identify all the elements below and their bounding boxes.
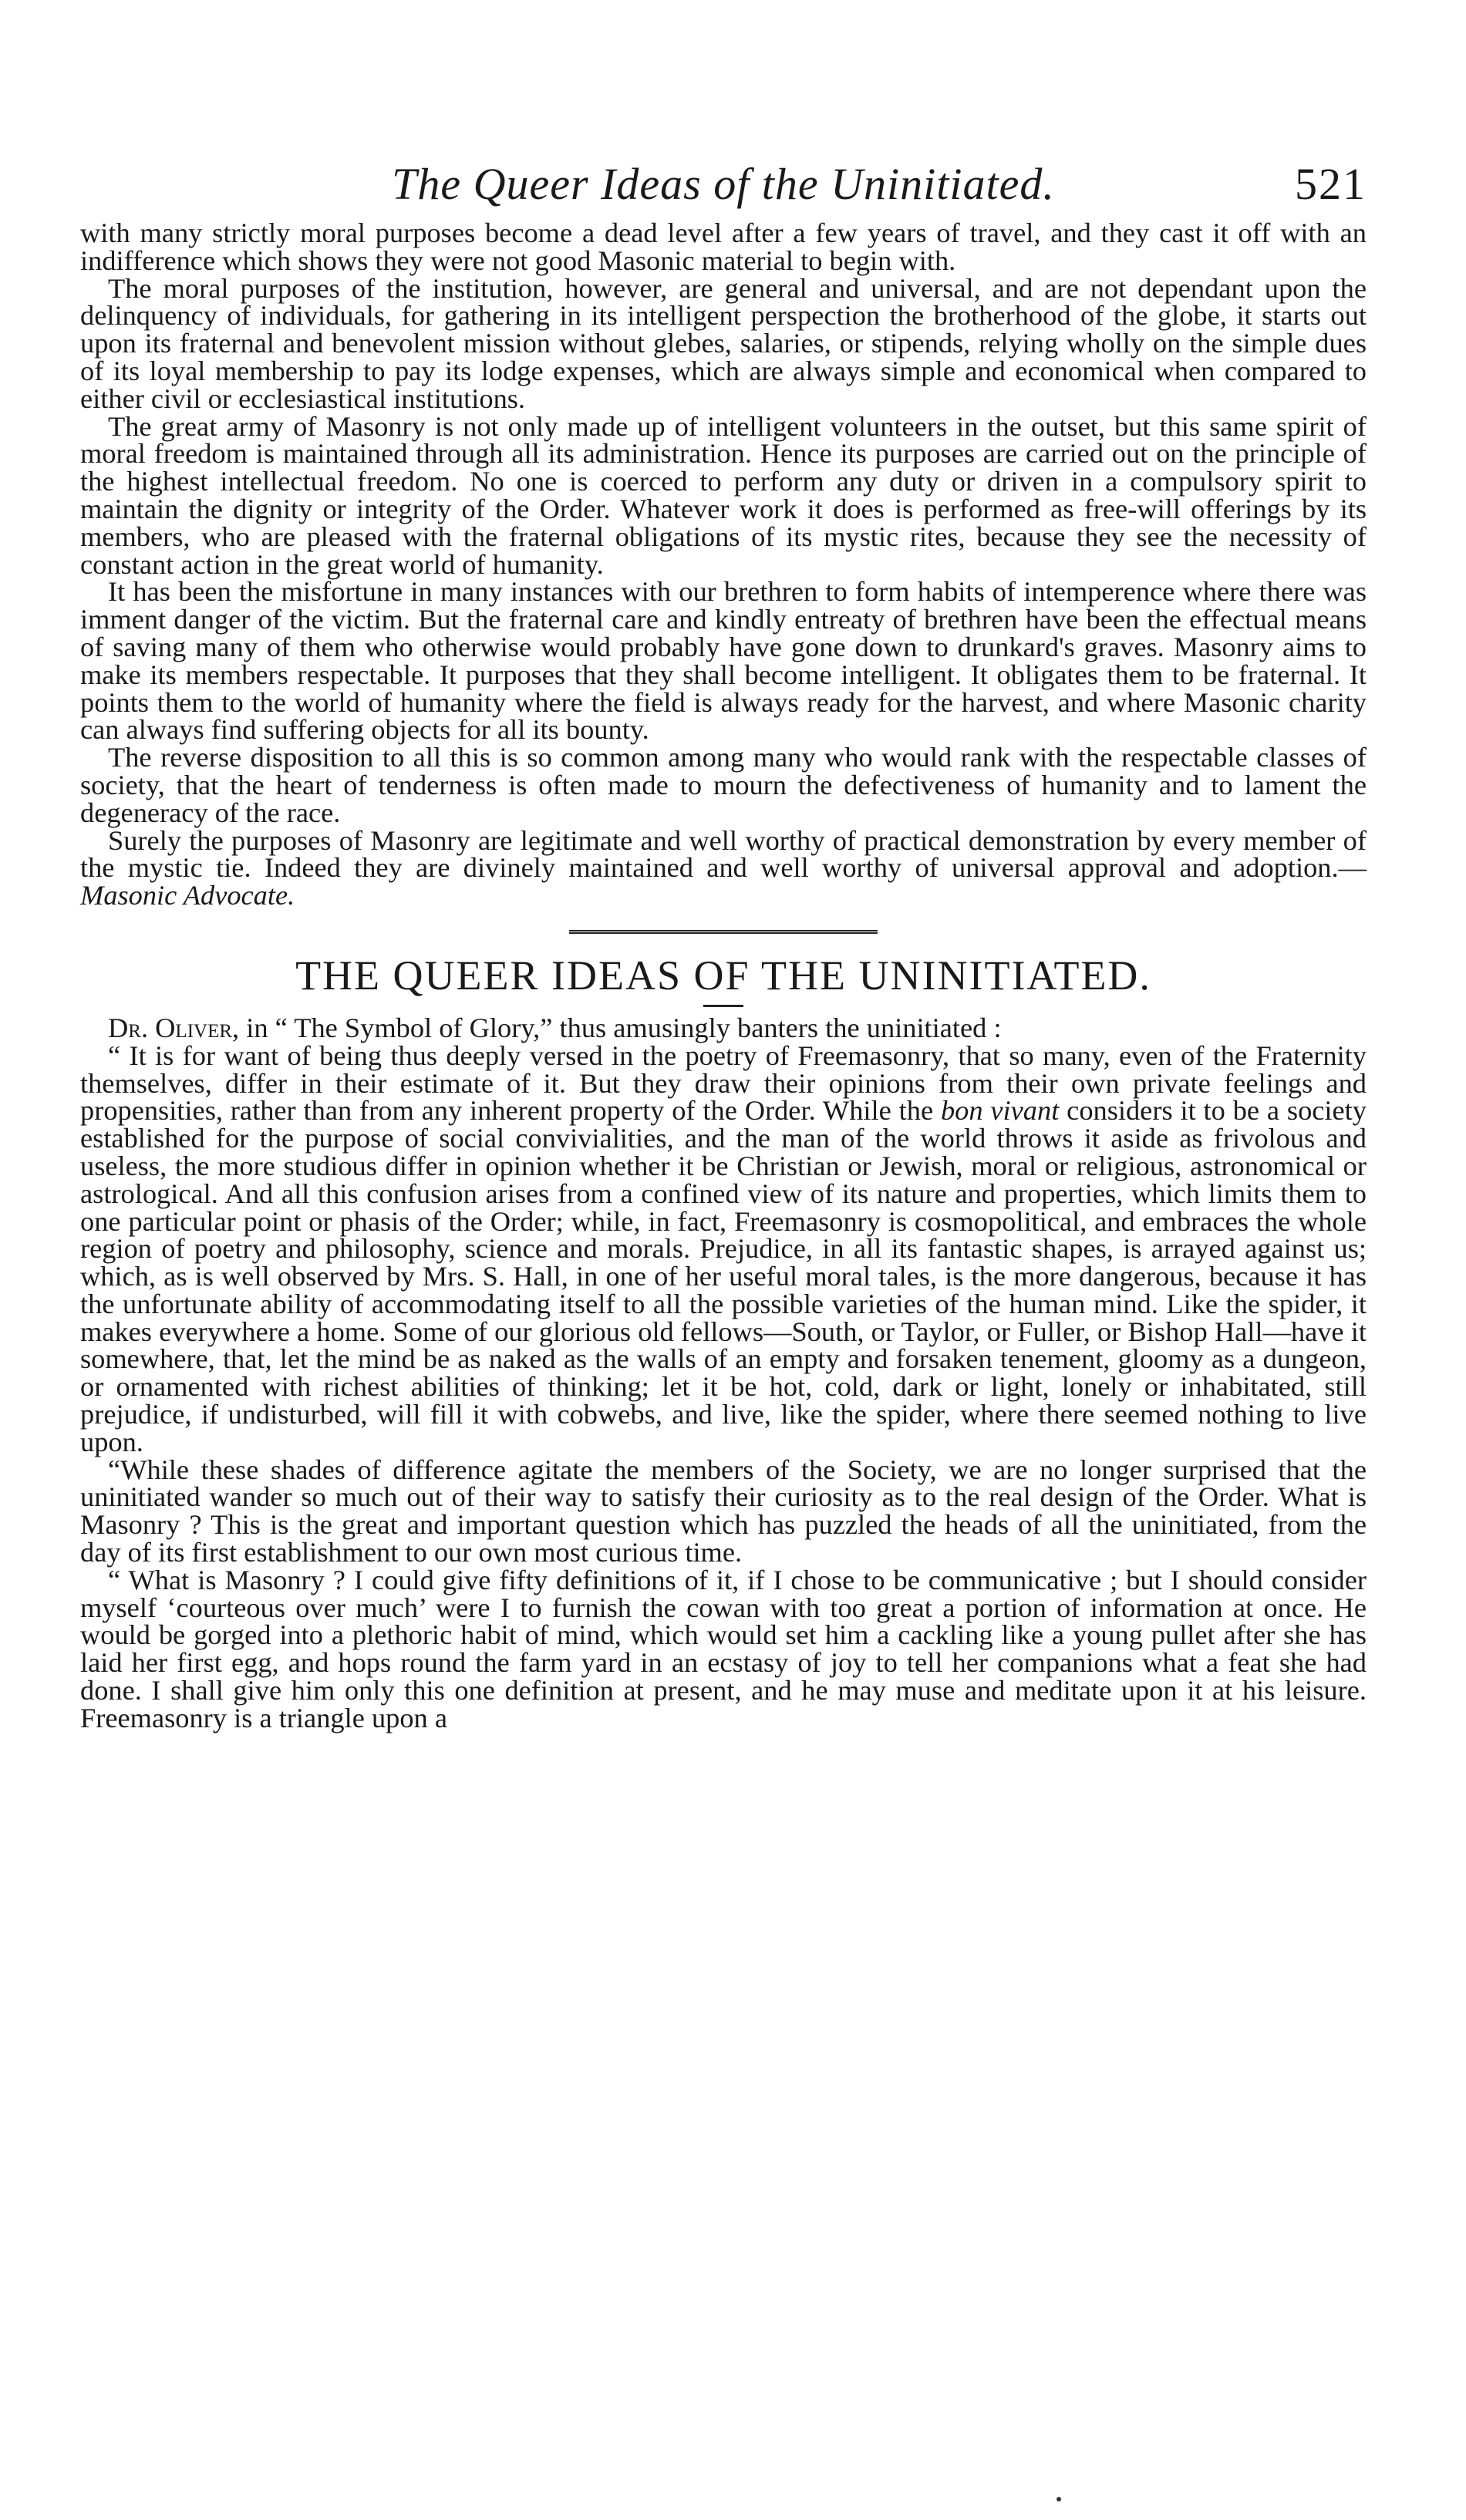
paragraph-text: The reverse disposition to all this is so common among many who would rank with the respectable classes of society, that the heart of tenderness is often made to mourn the defectiveness of humanity and to lament the degeneracy of the race. — [80, 742, 1367, 828]
paragraph-text: It has been the misfortune in many instances with our brethren to form habits of intemperence where there was imment danger of the victim. But the fraternal care and kindly entreaty of brethren have been the effectual means of saving many of them who otherwise would probably have gone down to drunkard's graves. Masonry aims to make its members respectable. It purposes that they shall become intelligent. It obligates them to be fraternal. It points them to the world of humanity where the field is always ready for the harvest, and where Masonic charity can always find suffering objects for all its bounty. — [80, 576, 1367, 746]
running-head-title: The Queer Ideas of the Uninitiated. — [392, 159, 1055, 209]
paragraph-text: Surely the purposes of Masonry are legitimate and well worthy of practical demonstration by every member of the mystic tie. Indeed they are divinely maintained and well worthy of universal approval and adoption.— — [80, 824, 1367, 884]
paragraph-reverse-disposition — [80, 744, 1367, 827]
quote-text: “ What is Masonry ? I could give fifty definitions of it, if I chose to be communicative ; but I should consider myself ‘courteous over much’ were I to furnish the cowan with too great a portion of information at once. He would be gorged into a plethoric habit of mind, which would set him a cackling like a young pullet after she has laid her first egg, and hops round the farm yard in an ecstasy of joy to tell her companions what a feat she had done. I shall give him only this one definition at present, and he may muse and meditate upon it at his leisure. Freemasonry is a triangle upon a — [80, 1564, 1367, 1733]
paragraph-great-army — [80, 410, 1367, 580]
paragraph-continued: with many strictly moral purposes become a dead level after a few years of travel, and they cast it off with an indifference which shows they were not good Masonic material to begin with. — [80, 217, 1367, 276]
intro-text: in “ The Symbol of Glory,” thus amusingly banters the uninitiated : — [239, 1012, 1002, 1043]
italic-phrase: bon vivant — [940, 1095, 1060, 1127]
paragraph-text: The moral purposes of the institution, however, are general and universal, and are not dependant upon the delinquency of individuals, for gathering in its intelligent perspection the brotherhood of the globe, it starts out upon its fraternal and benevolent mission without glebes, salaries, or stipends, relying wholly on the simple dues of its loyal membership to pay its lodge expenses, which are always simple and economical when compared to either civil or ecclesiastical institutions. — [80, 272, 1367, 414]
quote-paragraph-1 — [80, 1039, 1367, 1457]
running-head — [80, 158, 1367, 220]
quote-text: “ It is for want of being thus deeply versed in the poetry of Freemasonry, that so many, even of the Fraternity themselves, differ in their estimate of it. But they draw their opinions from their own private feelings and propensities, rather than from any inherent property of the Order. While the — [80, 1039, 1367, 1127]
author-name: Dr. Oliver, — [108, 1012, 240, 1043]
quote-paragraph-3 — [80, 1564, 1367, 1733]
quote-text: “While these shades of difference agitate the members of the Society, we are no longer surprised that the uninitiated wander so much out of their way to satisfy their curiosity as to the real design of the Order. What is Masonry ? This is the great and important question which has puzzled the heads of all the uninitiated, from the day of its first establishment to our own most curious time. — [80, 1454, 1367, 1568]
title-underline — [703, 1005, 743, 1007]
section-divider — [569, 930, 878, 937]
body-text — [80, 217, 1367, 1733]
quote-paragraph-2 — [80, 1454, 1367, 1568]
source-citation: Masonic Advocate. — [80, 880, 295, 911]
article-title: THE QUEER IDEAS OF THE UNINITIATED. — [295, 952, 1151, 999]
quote-text: considers it to be a society established for the purpose of social convivialities, and the man of the world throws it aside as frivolous and useless, the more studious differ in opinion whether it be Christian or Jewish, moral or religious, astronomical or astrological. And all this confusion arises from a confined view of its nature and properties, which limits them to one particular point or phasis of the Order; while, in fact, Freemasonry is cosmopolitical, and embraces the whole region of poetry and philosophy, science and morals. Prejudice, in all its fantastic shapes, is arrayed against us; which, as is well observed by Mrs. S. Hall, in one of her useful moral tales, is the more dangerous, because it has the unfortunate ability of accommodating itself to all the possible varieties of the human mind. Like the spider, it makes everywhere a home. Some of our glorious old fellows—South, or Taylor, or Fuller, or Bishop Hall—have it somewhere, that, let the mind be as naked as the walls of an empty and forsaken tenement, gloomy as a dungeon, or ornamented with richest abilities of thinking; let it be hot, cold, dark or light, lonely or inhabitated, still prejudice, if undisturbed, will fill it with cobwebs, and live, like the spider, where there seemed nothing to live upon. — [80, 1095, 1367, 1457]
paragraph-misfortune — [80, 578, 1367, 744]
paragraph-surely — [80, 824, 1367, 911]
page-mark — [1057, 2497, 1061, 2501]
page-number: 521 — [1295, 159, 1367, 209]
paragraph-moral-purposes — [80, 272, 1367, 414]
article-intro — [80, 1012, 1367, 1043]
paragraph-text: The great army of Masonry is not only made up of intelligent volunteers in the outset, but this same spirit of moral freedom is maintained through all its administration. Hence its purposes are carried out on the principle of the highest intellectual freedom. No one is coerced to perform any duty or driven in a compulsory spirit to maintain the dignity or integrity of the Order. Whatever work it does is performed as free-will offerings by its members, who are pleased with the fraternal obligations of its mystic rites, because they see the necessity of constant action in the great world of humanity. — [80, 410, 1367, 580]
page — [80, 158, 1367, 1733]
